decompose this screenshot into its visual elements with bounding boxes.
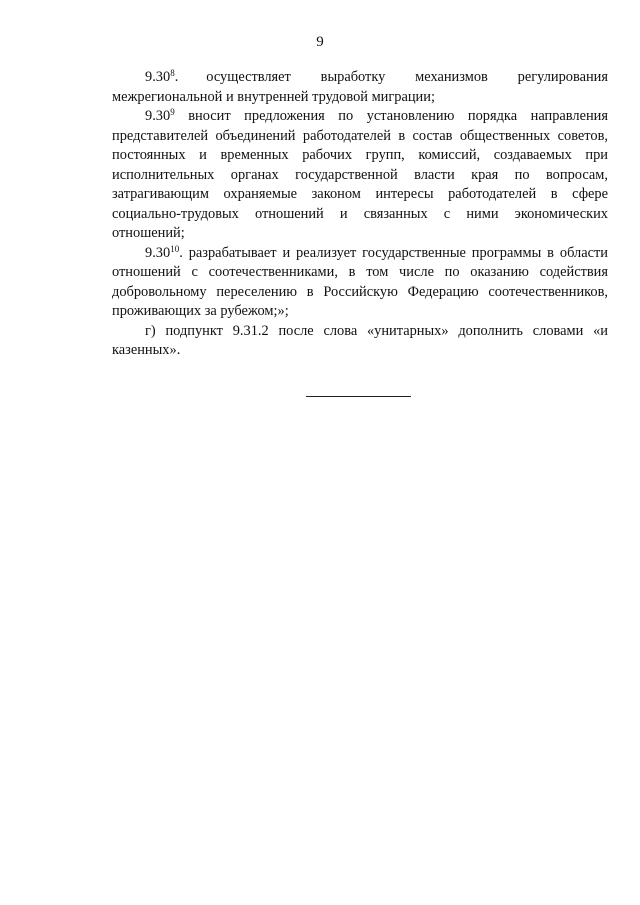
clause-superscript: 9	[170, 107, 175, 117]
clause-superscript: 10	[170, 243, 180, 254]
end-separator-line	[306, 396, 411, 397]
paragraph-item-g	[112, 322, 608, 361]
clause-number: 9.30	[145, 108, 171, 124]
paragraph-9-30-9	[112, 107, 608, 244]
clause-number: 9.30	[145, 244, 171, 261]
clause-suffix: .	[179, 244, 183, 261]
paragraph-9-30-8	[112, 68, 608, 107]
clause-text: осуществляет выработку механизмов регулирования межрегиональной и внутренней трудовой миграции;	[112, 69, 608, 105]
document-body	[112, 68, 608, 361]
paragraph-9-30-10	[112, 244, 608, 322]
clause-text: г) подпункт 9.31.2 после слова «унитарных» дополнить словами «и казенных».	[112, 322, 608, 358]
clause-text: разрабатывает и реализует государственные программы в области отношений с соотечественниками, в том числе по оказанию содействия добровольному переселению в Российскую Федерацию соотечественников, проживающих за рубежом;»;	[112, 244, 608, 319]
clause-number: 9.30	[145, 69, 171, 85]
clause-superscript: 8	[170, 68, 175, 78]
page-number: 9	[316, 34, 324, 50]
clause-suffix: .	[174, 69, 179, 85]
clause-text: вносит предложения по установлению порядка направления представителей объединений работодателей в состав общественных советов, постоянных и временных рабочих групп, комиссий, создаваемых при исполнительных органах государственной власти края по вопросам, затрагивающим охраняемые законом интересы работодателей в сфере социально-трудовых отношений и связанных с ними экономических отношений;	[112, 108, 608, 241]
